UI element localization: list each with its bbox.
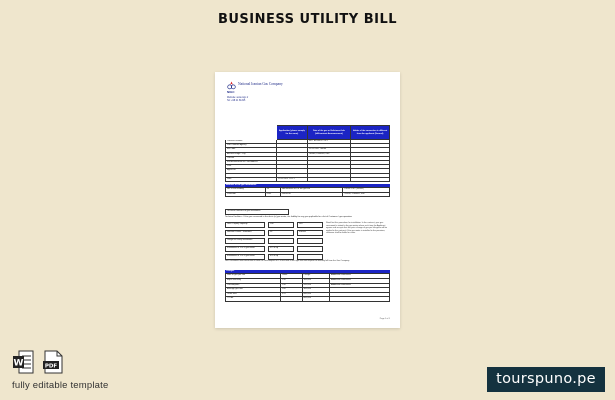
- form-field: 375 ft.sq: [268, 246, 294, 252]
- installation-section: [225, 209, 390, 218]
- field-column-right: [297, 222, 323, 260]
- word-file-icon: [12, 350, 34, 374]
- table-cell: [329, 297, 389, 302]
- table-header-cell: Holder of the connection is different from the applicant (Second): [351, 126, 390, 140]
- charges-section: [225, 270, 390, 302]
- contact-block: [227, 97, 248, 103]
- table-cell: 460,000: [302, 292, 329, 297]
- brand-badge[interactable]: tourspuno.pe: [487, 367, 605, 392]
- table-cell: NOT BILLING COPY: [307, 140, 350, 144]
- nigc-logo-icon: [227, 81, 236, 90]
- table-cell: Tehran, Province, Iran: [307, 152, 350, 156]
- table-cell: [281, 297, 302, 302]
- table-cell: 600,000: [302, 297, 329, 302]
- installation-intro: Technical facilities - If the gas consumed in the ducts (a) gas meter, the liability for any gas applicable for a list of Customer / gas operation: [225, 215, 352, 218]
- form-field: 96: [268, 230, 294, 236]
- table-header-cell: Date of the gas or Enlistment Info (bill/contract Announcement): [307, 126, 350, 140]
- table-cell: No. of the building: [226, 188, 266, 192]
- table-cell: Sub Contract Agency: [226, 144, 277, 148]
- section-title: Technical features of gas installation: [225, 209, 289, 215]
- table-cell: Bill/Identification No./ No.address: [226, 160, 277, 164]
- table-cell: Consumption: [226, 283, 281, 288]
- contact-line: Website: www.nigc.ir: [227, 97, 249, 99]
- table-cell: TOTAL: [226, 297, 281, 302]
- table-row: [226, 177, 390, 181]
- table-cell: 2009: [265, 192, 280, 196]
- notes-text: Read first this procedure for installation. In the contract, your gas consumed is stated in the gas meter where such time the Applicant agrees and accepts that the price change of gas per kilo-gram will be applied in the contract; if the gas meter is installed in the premises, customer shall be liable for costs.: [326, 222, 388, 234]
- address-section: [225, 184, 390, 197]
- table-cell: 12/12/1397 Tehran: [307, 148, 350, 152]
- table-header-cell: Charge: [302, 274, 329, 279]
- bill-document-preview: [215, 72, 400, 328]
- table-cell: Equal rate-duty: [226, 278, 281, 283]
- form-field: [297, 238, 323, 244]
- contact-line: Tel: +98 21 81315: [227, 99, 246, 102]
- bottom-note: Gas Consumers who would like to have the consumption of 1 of the tariff at the right time will request the monthly bill from the Gas Company.: [225, 260, 350, 262]
- table-cell: Other fees: [226, 292, 281, 297]
- form-field: [268, 238, 294, 244]
- applicant-info-table: [225, 125, 390, 182]
- table-cell: 18: [265, 188, 280, 192]
- table-cell: Tehran, Province, Iran: [343, 192, 390, 196]
- table-cell: Postcode: [226, 192, 266, 196]
- table-cell: 12/12/1397 COPY: [277, 177, 308, 181]
- form-field: 108: [268, 222, 294, 228]
- field-column-left: [225, 222, 265, 260]
- table-cell: 250: [281, 283, 302, 288]
- table-header-cell: Rate of gas per unit: [226, 274, 281, 279]
- form-field: Installation of 1 to 2 gas meter: [225, 246, 265, 252]
- table-cell: Contract number: [226, 140, 277, 144]
- table-row: [226, 192, 390, 196]
- table-header-cell: Application (please comply for the same): [277, 126, 308, 140]
- table-cell: Applicant: [226, 169, 277, 173]
- table-cell: Identification no. of the gas flat: [280, 188, 342, 192]
- company-abbr: NIGC: [227, 90, 235, 94]
- table-cell: 350: [281, 288, 302, 293]
- table-cell: Average gas rate: [226, 288, 281, 293]
- table-header-cell: Value: [281, 274, 302, 279]
- pdf-label: PDF: [44, 363, 58, 370]
- table-cell: Date: [226, 177, 277, 181]
- table-cell: [307, 177, 350, 181]
- table-cell: 470: [281, 292, 302, 297]
- form-field: Usage for newly installation: [225, 238, 265, 244]
- section-title: Charges: [225, 270, 390, 273]
- table-cell: Additional information: [329, 283, 389, 288]
- page-title: BUSINESS UTILITY BILL: [217, 12, 398, 27]
- page-number: Page 1 of 1: [379, 317, 390, 320]
- table-row: [226, 297, 390, 302]
- table-cell: Post: [226, 165, 277, 169]
- address-table: [225, 187, 390, 196]
- charges-table: [225, 273, 390, 302]
- table-cell: 14049-1785 (Tehran): [343, 188, 390, 192]
- form-field: Installation of 1 to 2 gas meter: [225, 254, 265, 260]
- form-field: 140: [297, 222, 323, 228]
- form-field: [297, 246, 323, 252]
- table-cell: 150: [281, 278, 302, 283]
- section-title: Address of the gas installation: [225, 184, 390, 187]
- editable-caption: fully editable template: [12, 380, 109, 391]
- table-header-cell: [226, 126, 277, 140]
- field-column-mid: [268, 222, 294, 260]
- table-cell: Additional information: [329, 278, 389, 283]
- table-cell: Account Flags / City: [226, 152, 277, 156]
- file-format-icons: [12, 350, 64, 374]
- form-field: 478 ft.sq: [268, 254, 294, 260]
- table-cell: Floor/Flat: [280, 192, 342, 196]
- pdf-file-icon: [42, 350, 64, 374]
- table-cell: Consult: [226, 156, 277, 160]
- word-letter: W: [13, 358, 24, 369]
- table-header-cell: Additional information: [329, 274, 389, 279]
- company-name: National Iranian Gas Company: [238, 82, 283, 86]
- form-field: Gas / Liquefy capacity: [225, 222, 265, 228]
- form-field: Nominal Power - Standard: [225, 230, 265, 236]
- form-field: Kitchen: [297, 230, 323, 236]
- table-cell: 200,000: [302, 283, 329, 288]
- table-cell: [351, 177, 390, 181]
- table-cell: 100,000: [302, 278, 329, 283]
- table-cell: Bill Code: [226, 148, 277, 152]
- table-cell: 300,000: [302, 288, 329, 293]
